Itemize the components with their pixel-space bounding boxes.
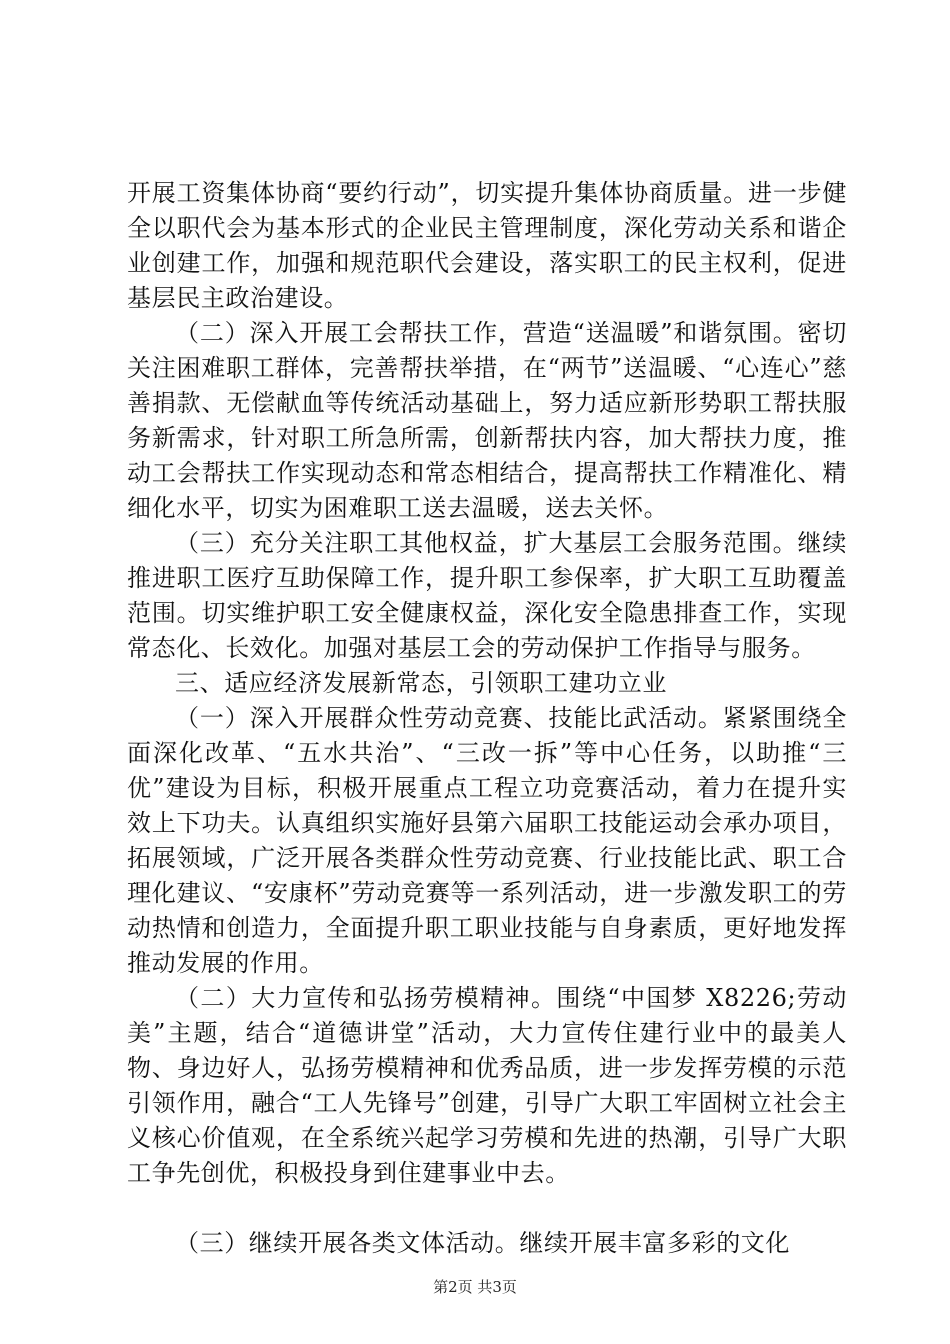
- page-footer: 第2页 共3页: [433, 1278, 517, 1296]
- paragraph-section-3-1: （一）深入开展群众性劳动竞赛、技能比武活动。紧紧围绕全面深化改革、“五水共治”、“三改一拆”等中心任务，以助推“三优”建设为目标，积极开展重点工程立功竞赛活动，着力在提升实效上下功夫。认真组织实施好县第六届职工技能运动会承办项目，拓展领域，广泛开展各类群众性劳动竞赛、行业技能比武、职工合理化建议、“安康杯”劳动竞赛等一系列活动，进一步激发职工的劳动热情和创造力，全面提升职工职业技能与自身素质，更好地发挥推动发展的作用。: [127, 704, 847, 977]
- document-body: [127, 176, 847, 1261]
- paragraph-section-3-3: （三）继续开展各类文体活动。继续开展丰富多彩的文化: [175, 1229, 790, 1257]
- paragraph-section-2-3: （三）充分关注职工其他权益，扩大基层工会服务范围。继续推进职工医疗互助保障工作，提升职工参保率，扩大职工互助覆盖范围。切实维护职工安全健康权益，深化安全隐患排查工作，实现常态化、长效化。加强对基层工会的劳动保护工作指导与服务。: [127, 529, 847, 662]
- paragraph-section-2-2: （二）深入开展工会帮扶工作，营造“送温暖”和谐氛围。密切关注困难职工群体，完善帮扶举措，在“两节”送温暖、“心连心”慈善捐款、无偿献血等传统活动基础上，努力适应新形势职工帮扶服务新需求，针对职工所急所需，创新帮扶内容，加大帮扶力度，推动工会帮扶工作实现动态和常态相结合，提高帮扶工作精准化、精细化水平，切实为困难职工送去温暖，送去关怀。: [127, 319, 847, 522]
- paragraph-section-3-2: （二）大力宣传和弘扬劳模精神。围绕“中国梦 X8226;劳动美”主题，结合“道德讲堂”活动，大力宣传住建行业中的最美人物、身边好人，弘扬劳模精神和优秀品质，进一步发挥劳模的示范引领作用，融合“工人先锋号”创建，引导广大职工牢固树立社会主义核心价值观，在全系统兴起学习劳模和先进的热潮，引导广大职工争先创优，积极投身到住建事业中去。: [127, 984, 847, 1187]
- section-heading-3: 三、适应经济发展新常态，引领职工建功立业: [175, 669, 667, 697]
- paragraph-continuation: 开展工资集体协商“要约行动”，切实提升集体协商质量。进一步健全以职代会为基本形式的企业民主管理制度，深化劳动关系和谐企业创建工作，加强和规范职代会建设，落实职工的民主权利，促进基层民主政治建设。: [127, 179, 847, 312]
